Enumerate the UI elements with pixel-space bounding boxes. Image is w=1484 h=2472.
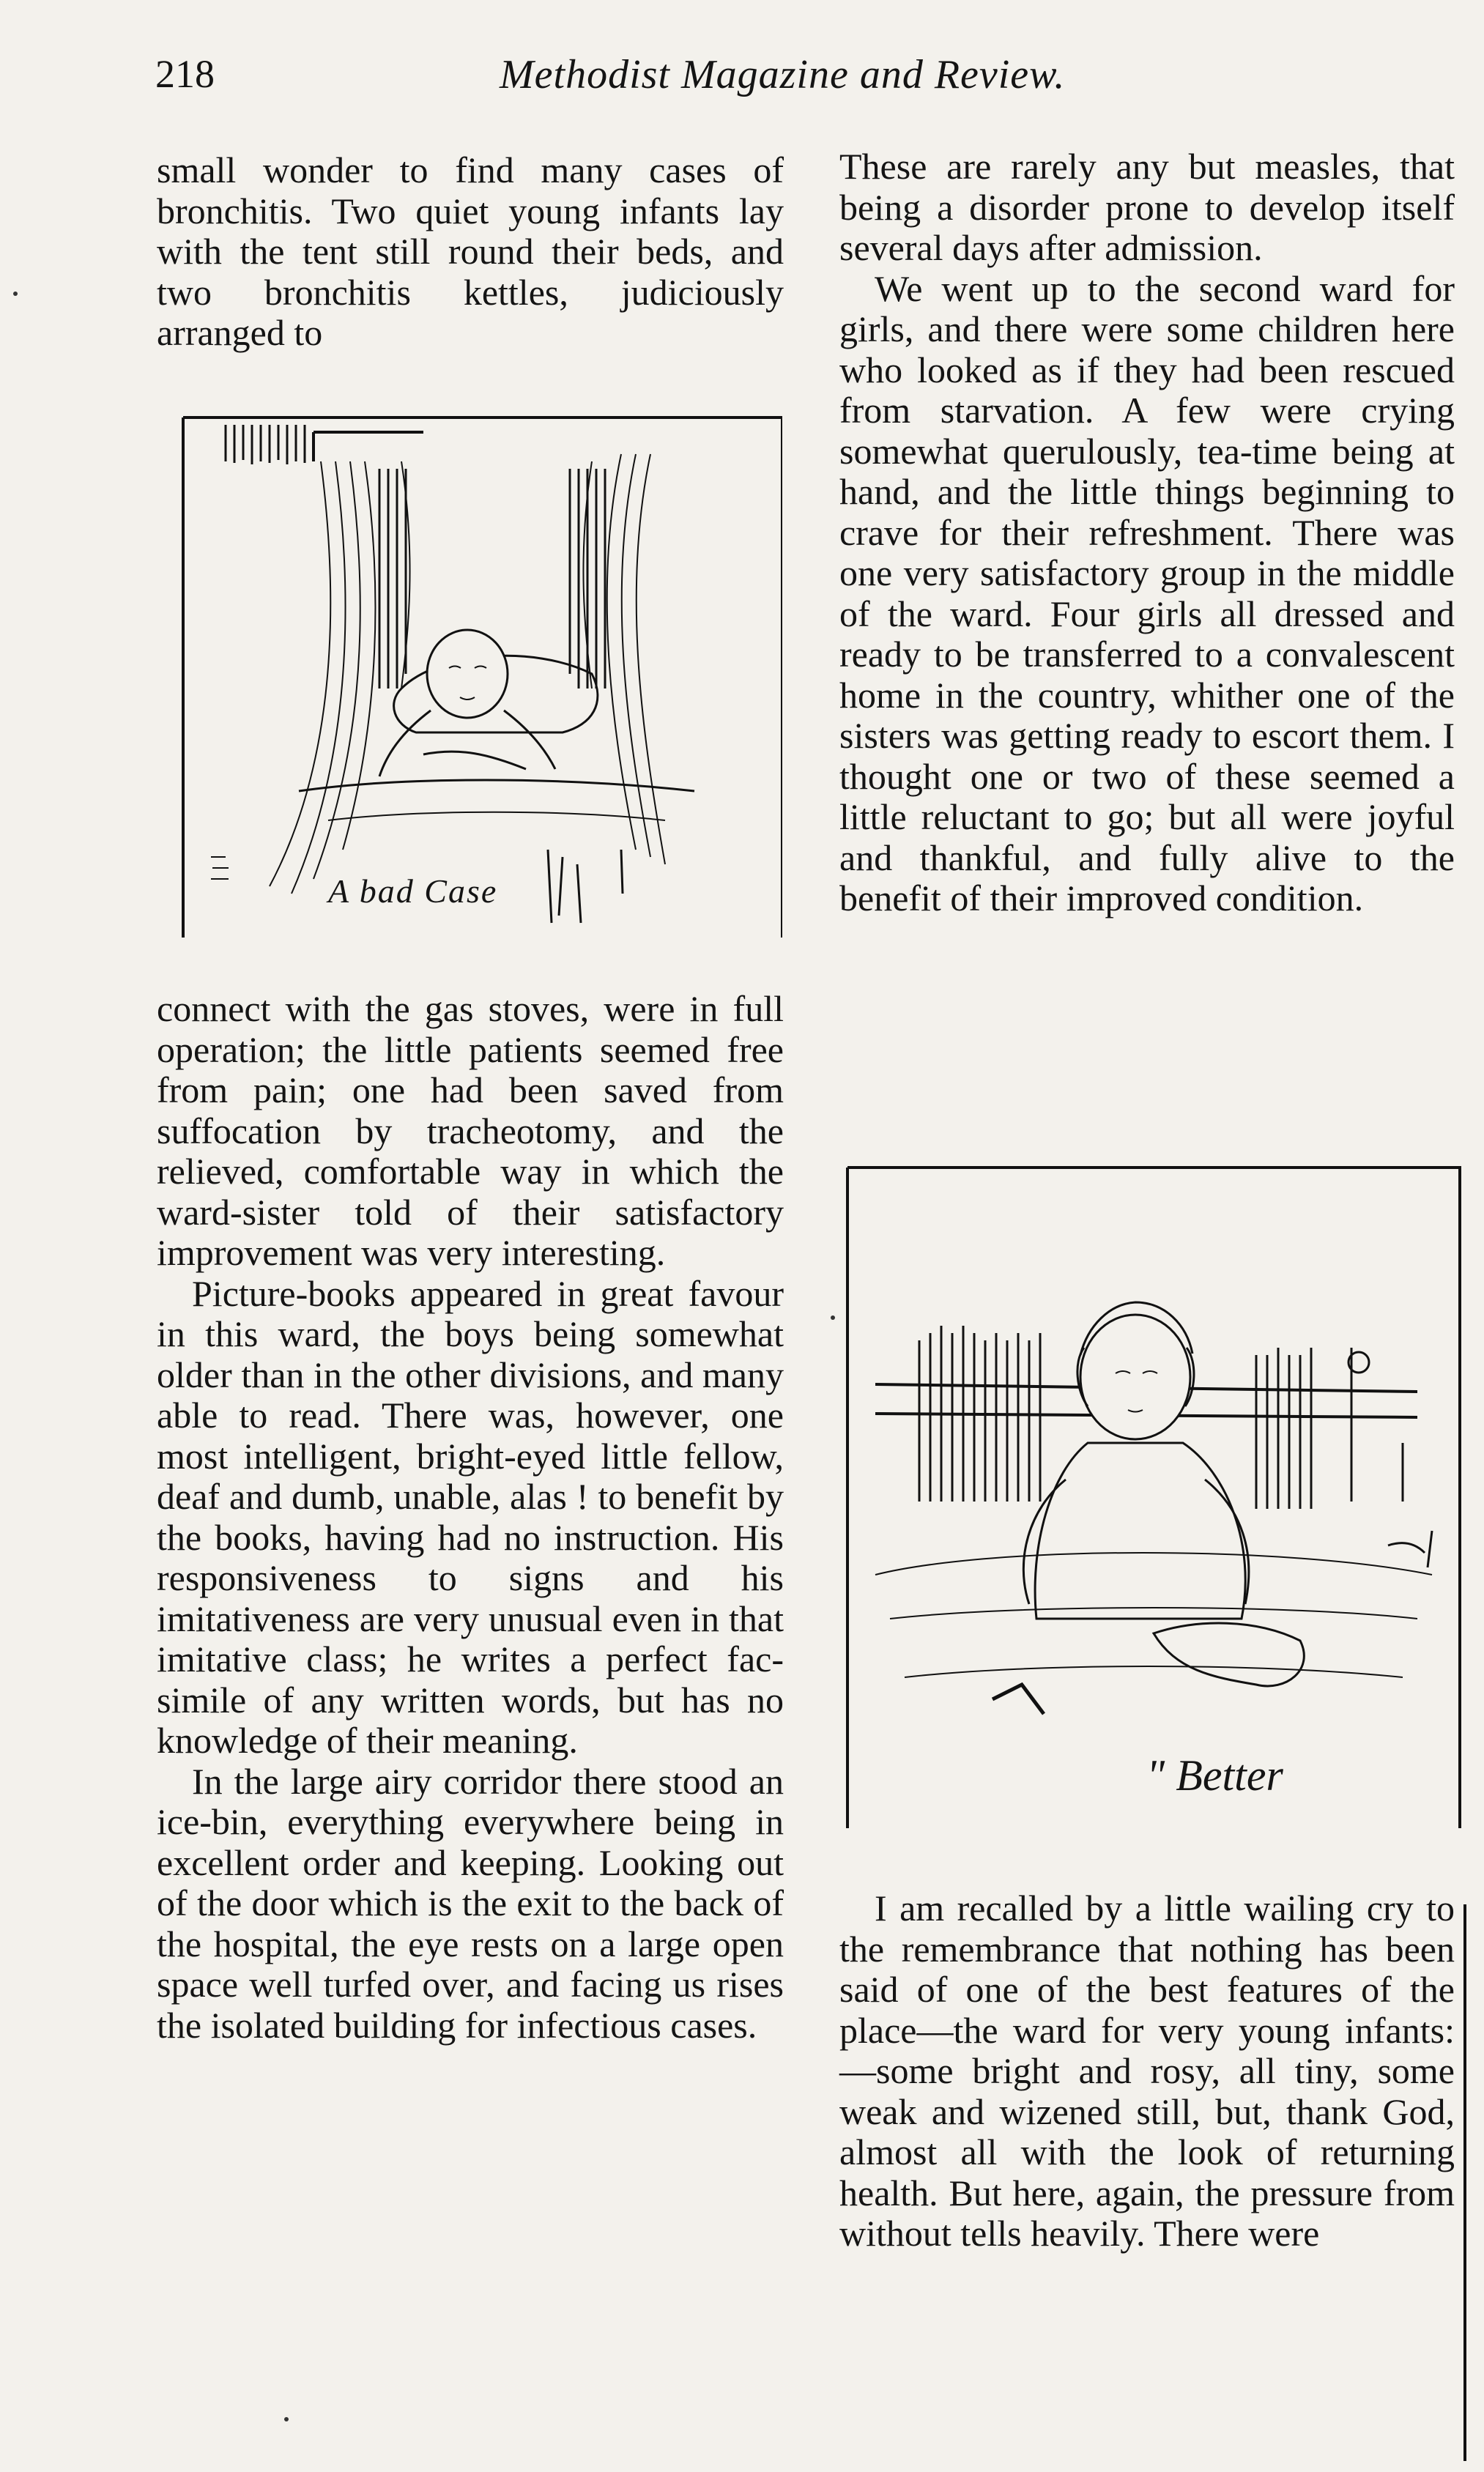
illustration-caption: A bad Case (328, 872, 498, 910)
left-column-top (157, 150, 784, 354)
running-title: Methodist Magazine and Review. (500, 52, 1066, 97)
page-number: 218 (155, 52, 215, 96)
paragraph: These are rarely any but measles, that being a disorder prone to develop itself several days after admission. (839, 146, 1455, 268)
paragraph: In the large airy corridor there stood an ice-bin, everything everywhere being in excellent order and keeping. Looking out of the door which is the exit to the back of the hospital, the eye rests on a large open space well turfed over, and facing us rises the isolated building for infectious cases. (157, 1760, 784, 2046)
paragraph: We went up to the second ward for girls, and there were some children here who looked as if they had been rescued from starvation. A few were crying somewhat querulously, tea-time being at hand, and the little things beginning to crave for their refreshment. There was one very satisfactory group in the middle of the ward. Four girls all dressed and ready to be transferred to a convalescent home in the country, whither one of the sisters was getting ready to escort them. I thought one or two of these seemed a little reluctant to go; but all were joyful and thankful, and fully alive to the benefit of their improved condition. (839, 267, 1455, 918)
paragraph: connect with the gas stoves, were in full operation; the little patients seemed free from pain; one had been saved from suffocation by tracheotomy, and the relieved, comfortable way in which the ward-sister told of their satisfactory improvement was very interesting. (157, 988, 784, 1273)
right-column-bottom (839, 1888, 1455, 2254)
paragraph: small wonder to find many cases of bronchitis. Two quiet young infants lay with the tent still round their beds, and two bronchitis kettles, judiciously arranged to (157, 149, 784, 353)
left-column-bottom (157, 989, 784, 2046)
print-speck (13, 292, 18, 296)
illustration-better (846, 1165, 1461, 1831)
paragraph: I am recalled by a little wailing cry to the remembrance that nothing has been said of one of the best features of the place—the ward for very young infants:—some bright and rosy, all tiny, some weak and wizened still, but, thank God, almost all with the look of returning health. But here, again, the pressure from without tells heavily. There were (839, 1888, 1455, 2254)
print-speck (831, 1315, 835, 1320)
convalescent-girl-drawing (846, 1165, 1461, 1831)
page-edge-line (1463, 1904, 1466, 2461)
illustration-bad-case (182, 410, 782, 938)
sick-infant-in-bed-drawing (182, 410, 782, 938)
paragraph: Picture-books appeared in great favour in this ward, the boys being somewhat older than in the other divisions, and many able to read. There was, however, one most intelligent, bright-eyed little fellow, deaf and dumb, unable, alas ! to benefit by the books, having had no instruction. His responsiveness to signs and his imitativeness are very unusual even in that imitative class; he writes a perfect fac-simile of any written words, but has no knowledge of their meaning. (157, 1272, 784, 1761)
illustration-caption: " Better (1146, 1751, 1283, 1800)
page-header (155, 51, 1459, 110)
print-speck (284, 2417, 289, 2421)
right-column-top (839, 146, 1455, 919)
